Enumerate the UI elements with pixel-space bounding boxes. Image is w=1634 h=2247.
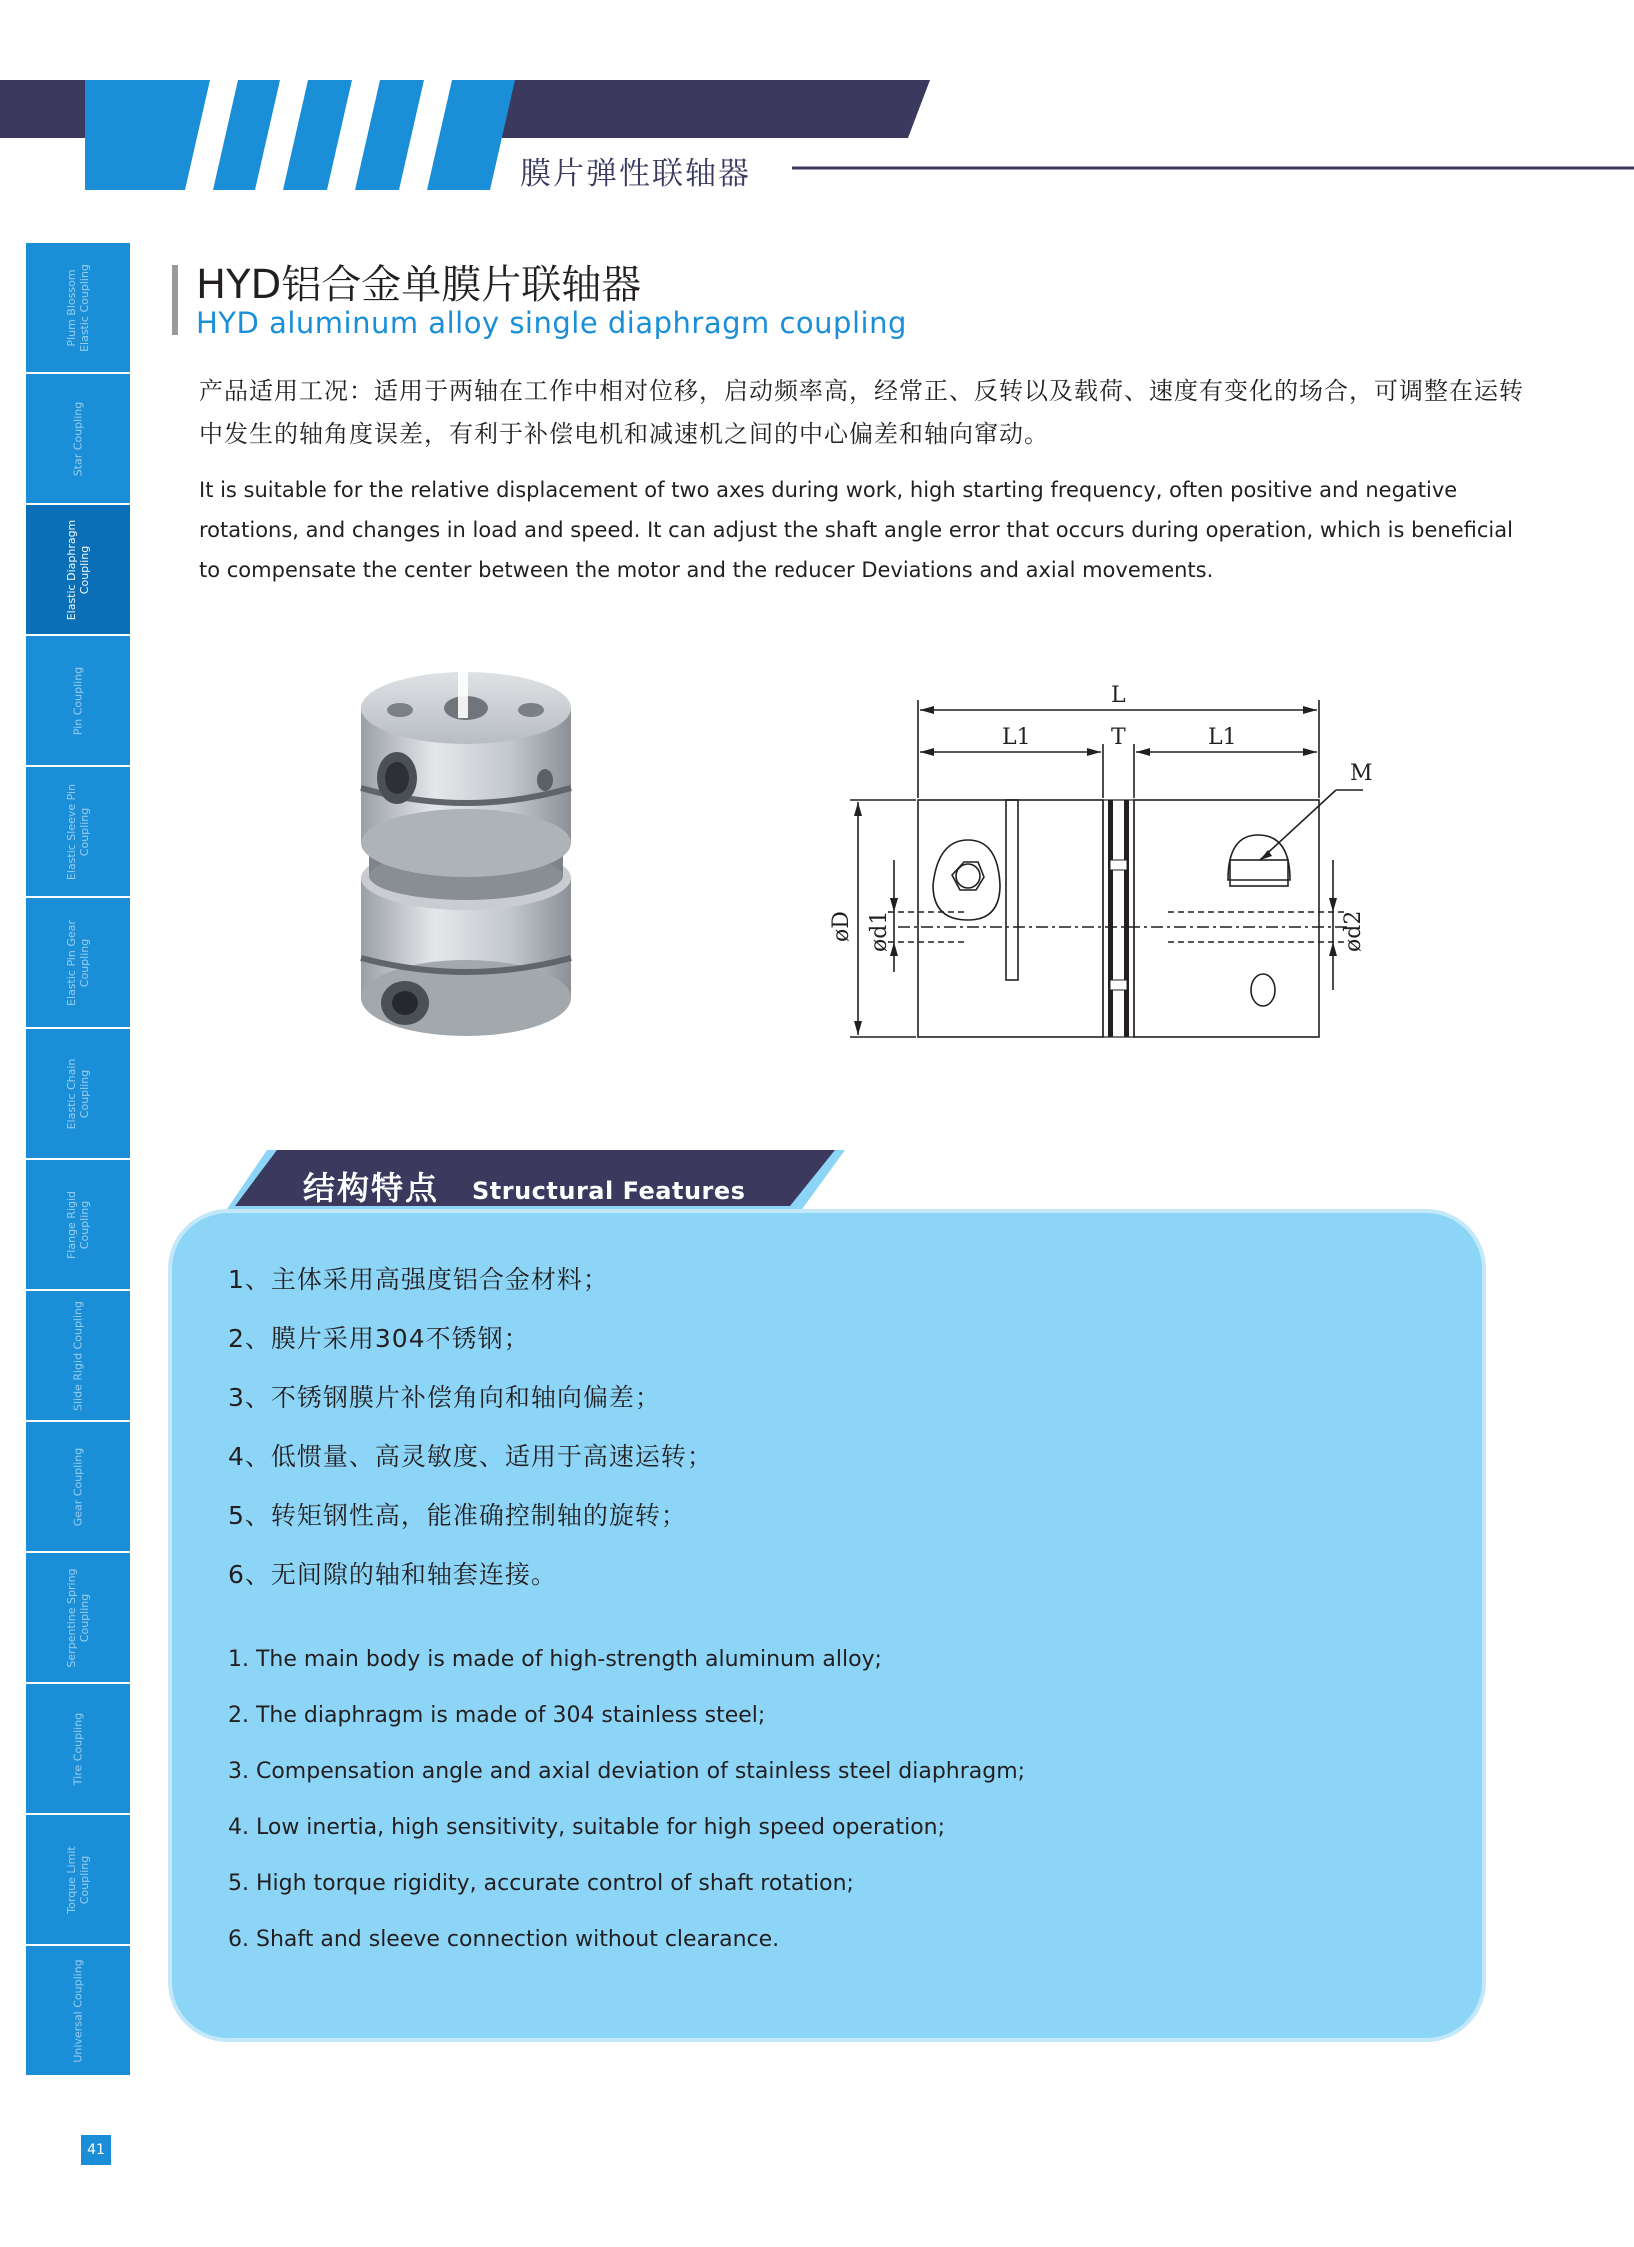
dim-label-d1: ød1 — [867, 910, 892, 952]
sidebar-item-tire[interactable] — [26, 1684, 130, 1815]
dim-label-L1-left: L1 — [1002, 725, 1031, 750]
sidebar-item-pin[interactable] — [26, 636, 130, 767]
feature-item-cn: 3、不锈钢膜片补偿角向和轴向偏差； — [228, 1383, 661, 1412]
sidebar-item-label: Slide Rigid Coupling — [71, 1300, 85, 1411]
sidebar-item-universal[interactable] — [26, 1946, 130, 2077]
sidebar-item-label: Serpentine Spring Coupling — [65, 1567, 91, 1668]
header-banner — [0, 0, 1634, 200]
sidebar-item-label: Elastic Pin Gear Coupling — [65, 919, 91, 1006]
dim-label-d2: ød2 — [1341, 910, 1366, 952]
page-number: 41 — [81, 2135, 111, 2165]
product-title-en: HYD aluminum alloy single diaphragm coupling — [196, 306, 907, 340]
sidebar-item-label: Pin Coupling — [71, 666, 85, 735]
features-heading-en: Structural Features — [472, 1177, 746, 1205]
sidebar-item-label: Elastic Sleeve Pin Coupling — [65, 783, 91, 880]
intro-text-en: It is suitable for the relative displacement of two axes during work, high starting frequency, often positive and negative rotations, and changes in load and speed. It can adjust the shaft angle error that occurs during operation, which is beneficial to compensate the center between the motor and the reducer Deviations and axial movements. — [199, 478, 1513, 582]
sidebar-item-flange-rigid[interactable] — [26, 1160, 130, 1291]
sidebar-item-label: Gear Coupling — [71, 1447, 85, 1526]
sidebar-item-label: Torque Limit Coupling — [65, 1845, 91, 1914]
feature-item-en: 6. Shaft and sleeve connection without clearance. — [228, 1927, 780, 1952]
sidebar-item-label: Tire Coupling — [71, 1712, 85, 1785]
feature-item-en: 3. Compensation angle and axial deviation of stainless steel diaphragm; — [228, 1759, 1026, 1784]
features-list-cn — [228, 1262, 1428, 1616]
dim-label-L: L — [1111, 683, 1126, 708]
sidebar-item-slide-rigid[interactable] — [26, 1291, 130, 1422]
features-list-en — [228, 1642, 1428, 1978]
sidebar-item-label: Elastic Diaphragm Coupling — [65, 519, 91, 620]
sidebar-item-serpentine-spring[interactable] — [26, 1553, 130, 1684]
sidebar-item-label: Flange Rigid Coupling — [65, 1190, 91, 1259]
dim-label-D: øD — [829, 911, 854, 942]
feature-item-cn: 5、转矩钢性高，能准确控制轴的旋转； — [228, 1501, 687, 1530]
dim-label-T: T — [1111, 725, 1126, 750]
sidebar-item-elastic-pin-gear[interactable] — [26, 898, 130, 1029]
section-title: 膜片弹性联轴器 — [520, 156, 751, 192]
sidebar-item-label: Universal Coupling — [71, 1958, 85, 2063]
feature-item-cn: 2、膜片采用304不锈钢； — [228, 1324, 530, 1353]
sidebar-item-torque-limit[interactable] — [26, 1815, 130, 1946]
feature-item-cn: 4、低惯量、高灵敏度、适用于高速运转； — [228, 1442, 713, 1471]
category-sidebar — [26, 243, 130, 2077]
features-heading-cn: 结构特点 — [303, 1169, 440, 1207]
sidebar-item-elastic-chain[interactable] — [26, 1029, 130, 1160]
feature-item-en: 4. Low inertia, high sensitivity, suitable for high speed operation; — [228, 1815, 946, 1840]
dimension-drawing — [828, 680, 1378, 1050]
feature-item-en: 5. High torque rigidity, accurate control of shaft rotation; — [228, 1871, 854, 1896]
feature-item-cn: 1、主体采用高强度铝合金材料； — [228, 1265, 609, 1294]
sidebar-item-elastic-diaphragm[interactable] — [26, 505, 130, 636]
sidebar-item-star[interactable] — [26, 374, 130, 505]
intro-text-cn: 产品适用工况：适用于两轴在工作中相对位移，启动频率高，经常正、反转以及载荷、速度有变化的场合，可调整在运转中发生的轴角度误差，有利于补偿电机和减速机之间的中心偏差和轴向窜动。 — [199, 377, 1524, 448]
dim-label-L1-right: L1 — [1208, 725, 1237, 750]
feature-item-cn: 6、无间隙的轴和轴套连接。 — [228, 1560, 557, 1589]
product-photo — [355, 668, 577, 1040]
sidebar-item-elastic-sleeve-pin[interactable] — [26, 767, 130, 898]
sidebar-item-label: Elastic Chain Coupling — [65, 1058, 91, 1129]
feature-item-en: 2. The diaphragm is made of 304 stainless steel; — [228, 1703, 766, 1728]
sidebar-item-label: Star Coupling — [71, 401, 85, 476]
sidebar-item-label: Plum Blossom Elastic Coupling — [65, 263, 91, 352]
feature-item-en: 1. The main body is made of high-strength aluminum alloy; — [228, 1647, 882, 1672]
product-title-cn: HYD铝合金单膜片联轴器 — [196, 262, 642, 308]
sidebar-item-gear[interactable] — [26, 1422, 130, 1553]
dim-label-M: M — [1350, 761, 1373, 786]
sidebar-item-plum-blossom[interactable] — [26, 243, 130, 374]
title-accent-bar — [172, 265, 178, 335]
